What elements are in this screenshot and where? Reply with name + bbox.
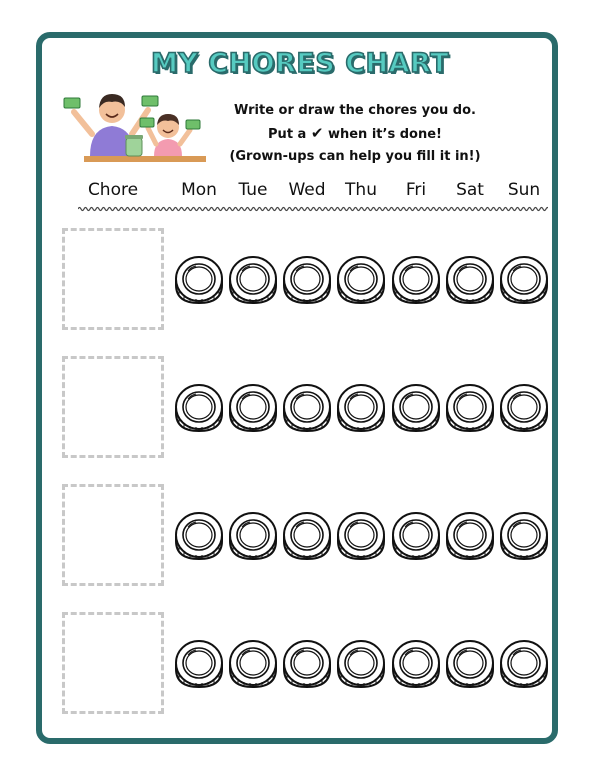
coin-icon[interactable] bbox=[282, 638, 332, 690]
coin-icon[interactable] bbox=[336, 510, 386, 562]
page-title: MY CHORES CHART bbox=[150, 48, 450, 79]
coin-icon[interactable] bbox=[228, 254, 278, 306]
coin-icon[interactable] bbox=[282, 382, 332, 434]
instruction-line-3: (Grown-ups can help you fill it in!) bbox=[229, 149, 481, 164]
coin-icon[interactable] bbox=[174, 510, 224, 562]
chore-box[interactable] bbox=[62, 612, 164, 714]
coin-icon[interactable] bbox=[282, 254, 332, 306]
column-headers bbox=[60, 180, 560, 208]
coin-icon[interactable] bbox=[391, 382, 441, 434]
coin-icon[interactable] bbox=[336, 638, 386, 690]
header-tue: Tue bbox=[238, 180, 268, 200]
coin-icon[interactable] bbox=[445, 254, 495, 306]
coin-icon[interactable] bbox=[391, 638, 441, 690]
instructions bbox=[215, 100, 495, 168]
header-thu: Thu bbox=[345, 180, 377, 200]
instruction-line-2 bbox=[215, 122, 495, 146]
coin-icon[interactable] bbox=[336, 382, 386, 434]
coin-icon[interactable] bbox=[391, 254, 441, 306]
coin-icon[interactable] bbox=[499, 254, 549, 306]
header-chore: Chore bbox=[87, 180, 139, 200]
coin-icon[interactable] bbox=[228, 382, 278, 434]
chore-box[interactable] bbox=[62, 228, 164, 330]
parent-and-child-with-money-icon bbox=[62, 82, 207, 164]
instruction-line-2-start: Put a bbox=[268, 127, 307, 142]
coin-icon[interactable] bbox=[391, 510, 441, 562]
header-sat: Sat bbox=[456, 180, 484, 200]
coin-icon[interactable] bbox=[174, 638, 224, 690]
instruction-line-1: Write or draw the chores you do. bbox=[234, 103, 476, 118]
header-sun: Sun bbox=[507, 180, 541, 200]
coin-icon[interactable] bbox=[445, 382, 495, 434]
coin-icon[interactable] bbox=[282, 510, 332, 562]
instruction-line-2-end: when it’s done! bbox=[327, 127, 442, 142]
coin-icon[interactable] bbox=[445, 638, 495, 690]
coin-icon[interactable] bbox=[445, 510, 495, 562]
header-mon: Mon bbox=[181, 180, 217, 200]
wavy-divider bbox=[78, 205, 548, 213]
coin-icon[interactable] bbox=[499, 510, 549, 562]
coin-icon[interactable] bbox=[499, 382, 549, 434]
checkmark-icon: ✔ bbox=[310, 124, 324, 142]
header-wed: Wed bbox=[288, 180, 326, 200]
coin-icon[interactable] bbox=[228, 638, 278, 690]
coin-icon[interactable] bbox=[174, 382, 224, 434]
coin-icon[interactable] bbox=[499, 638, 549, 690]
chore-box[interactable] bbox=[62, 356, 164, 458]
chore-box[interactable] bbox=[62, 484, 164, 586]
coin-icon[interactable] bbox=[174, 254, 224, 306]
coin-icon[interactable] bbox=[336, 254, 386, 306]
header-fri: Fri bbox=[405, 180, 427, 200]
coin-icon[interactable] bbox=[228, 510, 278, 562]
